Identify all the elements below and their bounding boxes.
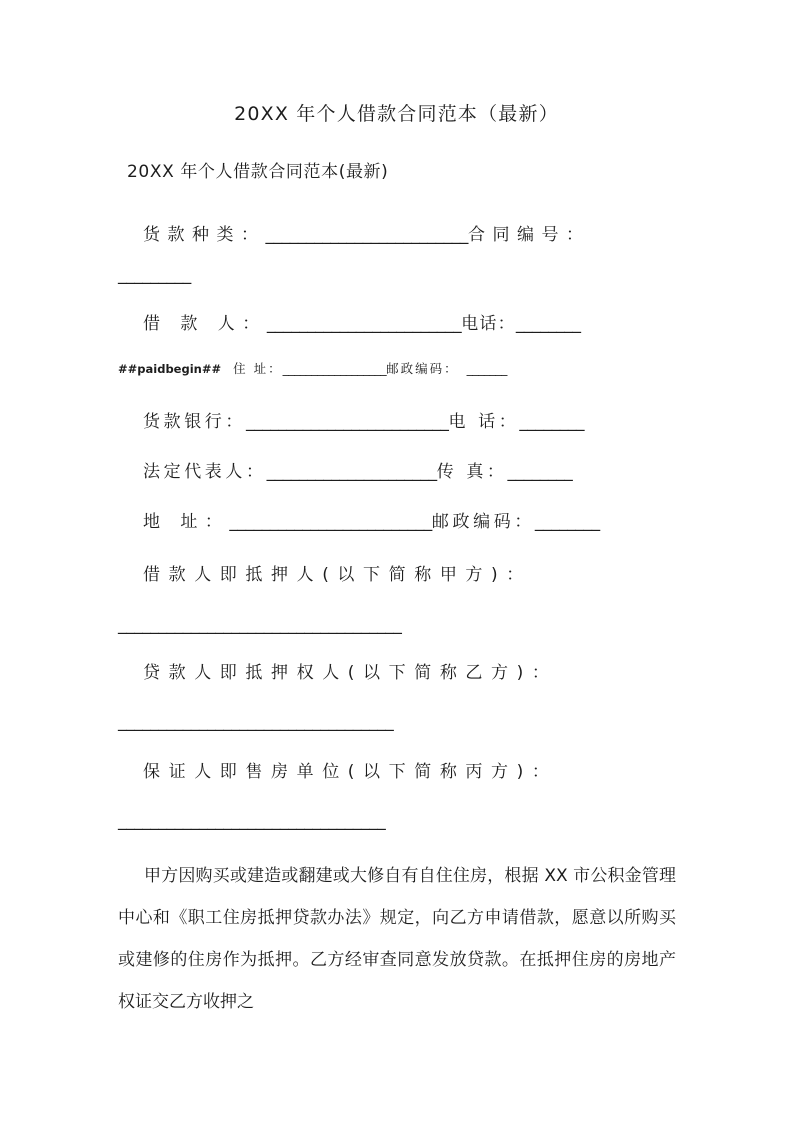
lending-bank-blank[interactable]: _________________________ — [246, 412, 449, 432]
party-jiafang-blank[interactable]: ___________________________________ — [118, 615, 402, 635]
fax-label: 传 真： — [436, 462, 508, 482]
contract-no-blank[interactable]: _________ — [118, 265, 191, 285]
paid-postcode-label: 邮政编码： — [386, 361, 459, 376]
document-subtitle: 20XX 年个人借款合同范本(最新) — [127, 162, 389, 182]
loan-type-blank[interactable]: _________________________ — [265, 225, 469, 245]
field-row-address — [118, 509, 678, 535]
body-paragraph: 甲方因购买或建造或翻建或大修自有自住住房，根据 XX 市公积金管理中心和《职工住房抵押贷款办法》规定，向乙方申请借款，愿意以所购买或建修的住房作为抵押。乙方经审查同意发放贷款。在抵押住房的房地产权证交乙方收押之 — [118, 866, 676, 1012]
party-bingfang-label: 保证人即售房单位(以下简称丙方)： — [143, 762, 558, 782]
borrower-phone-blank[interactable]: ________ — [515, 314, 581, 334]
party-yifang-label: 贷款人即抵押权人(以下简称乙方)： — [143, 663, 558, 683]
lending-bank-label: 货款银行： — [143, 412, 246, 432]
field-row-contract-no-continued — [118, 262, 678, 288]
legal-representative-blank[interactable]: _____________________ — [266, 462, 437, 482]
party-heading-jiafang — [118, 562, 678, 588]
loan-type-label: 货款种类： — [143, 225, 266, 245]
field-row-paid-marker-address — [118, 360, 678, 378]
lending-bank-phone-label: 电 话： — [448, 412, 520, 432]
paid-address-label: 住 址： — [233, 361, 283, 376]
field-row-loan-type — [118, 222, 678, 248]
contract-no-label: 合同编号： — [468, 225, 591, 245]
fax-blank[interactable]: ________ — [507, 462, 573, 482]
postcode-label: 邮政编码： — [431, 512, 535, 532]
paid-address-blank[interactable]: __________________ — [282, 361, 387, 376]
party-yifang-blank[interactable]: __________________________________ — [118, 712, 394, 732]
legal-representative-label: 法定代表人： — [143, 462, 267, 482]
field-row-borrower — [118, 311, 678, 337]
field-row-lending-bank — [118, 409, 678, 435]
paid-postcode-blank[interactable]: _______ — [466, 361, 507, 376]
party-heading-bingfang — [118, 759, 678, 785]
party-jiafang-label: 借款人即抵押人(以下简称甲方)： — [143, 565, 532, 585]
party-bingfang-blank[interactable]: _________________________________ — [118, 811, 386, 831]
party-heading-yifang — [118, 660, 678, 686]
page-title: 20XX 年个人借款合同范本（最新） — [234, 103, 559, 125]
paid-begin-marker: ##paidbegin## — [118, 362, 222, 376]
postcode-blank[interactable]: ________ — [534, 512, 600, 532]
borrower-phone-label: 电话： — [461, 314, 516, 334]
borrower-blank[interactable]: ________________________ — [266, 314, 462, 334]
field-row-legal-representative — [118, 459, 678, 485]
borrower-label: 借 款 人： — [143, 314, 267, 334]
lending-bank-phone-blank[interactable]: ________ — [519, 412, 585, 432]
address-label: 地 址： — [143, 512, 230, 532]
address-blank[interactable]: _________________________ — [229, 512, 432, 532]
